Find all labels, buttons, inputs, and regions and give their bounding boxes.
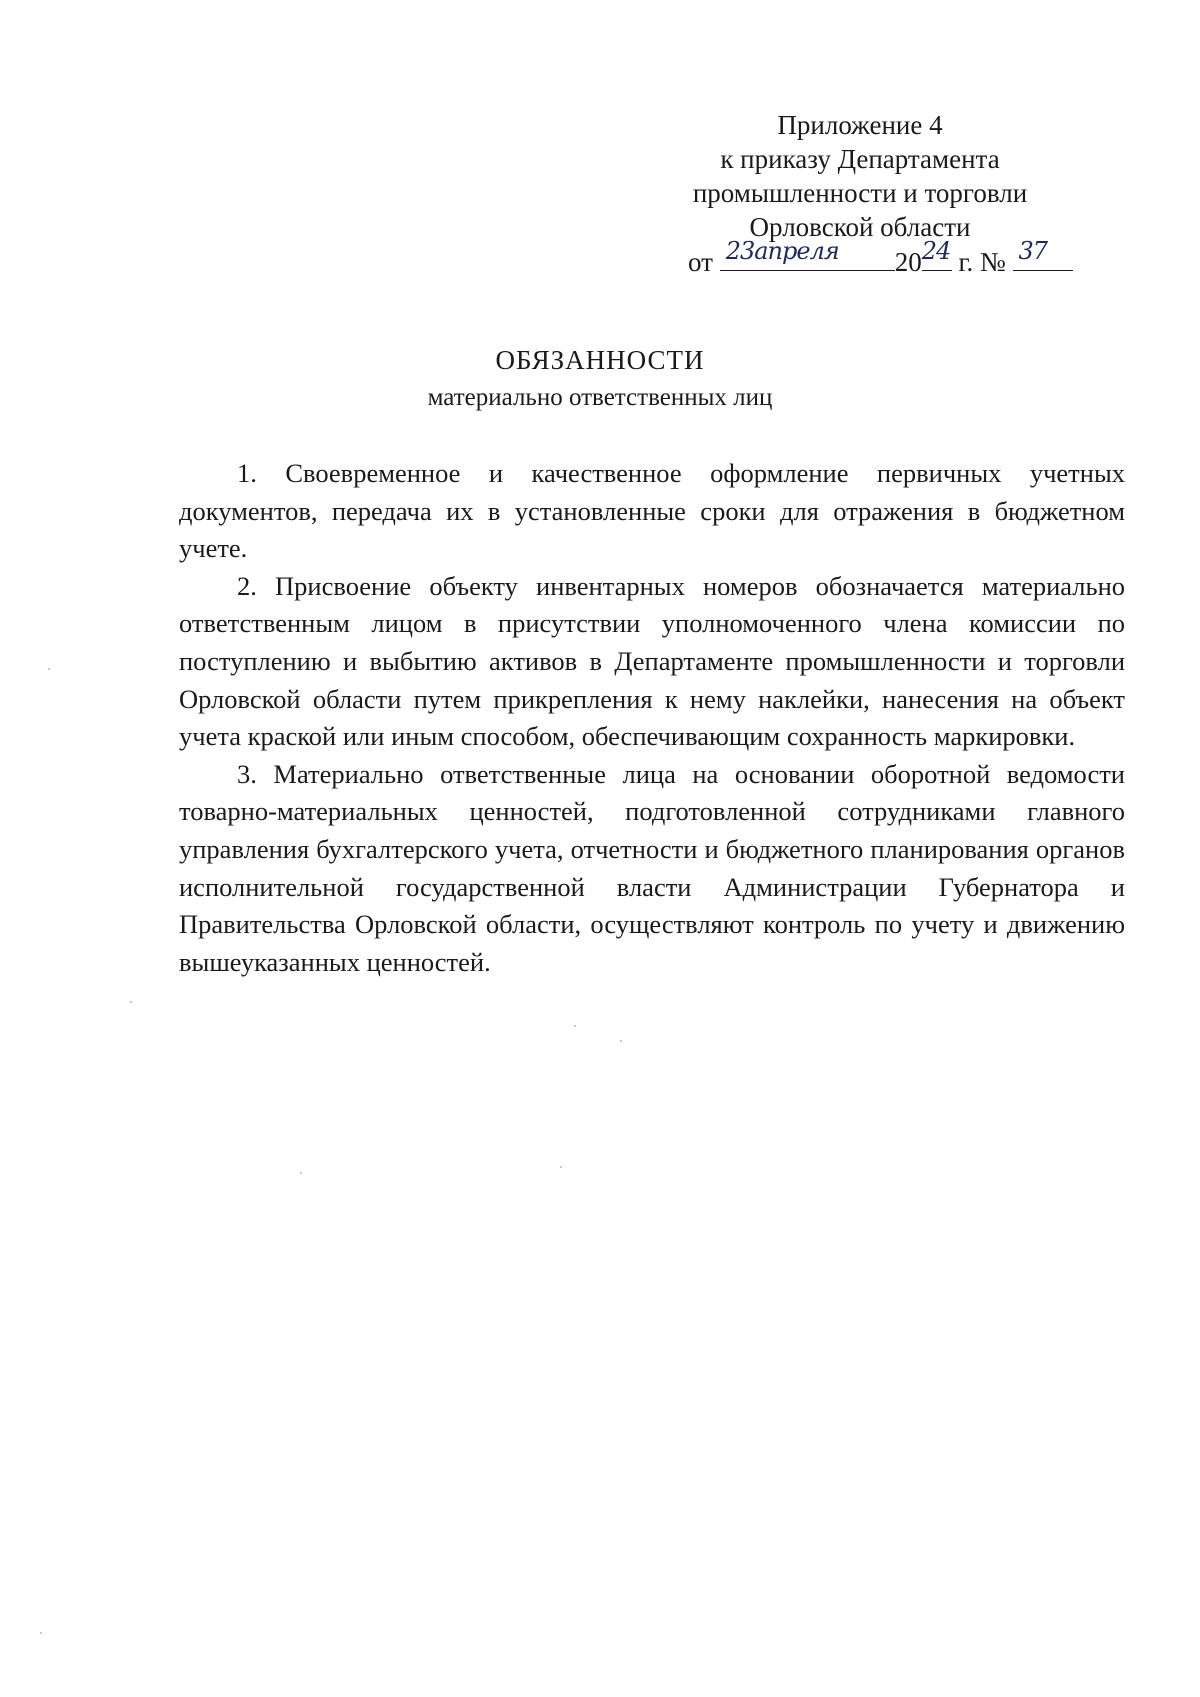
year-prefix: 20 <box>894 247 922 277</box>
number-label: г. № <box>958 247 1006 277</box>
appendix-department: промышленности и торговли <box>692 178 1028 208</box>
document-title: ОБЯЗАННОСТИ <box>495 345 705 375</box>
appendix-header <box>680 108 1040 244</box>
date-prefix: от <box>688 247 713 277</box>
paragraph-2: 2. Присвоение объекту инвентарных номеров обозначается материально ответственным лицом в присутствии уполномоченного члена комиссии по поступлению и выбытию активов в Департаменте промышленности и торговли Орловской области путем прикрепления к нему наклейки, нанесения на объект учета краской или иным способом, обеспечивающим сохранность маркировки. <box>179 570 1125 752</box>
year-field <box>921 237 952 271</box>
date-day-month-field <box>720 237 895 271</box>
appendix-title: Приложение 4 <box>777 110 943 140</box>
order-date-line <box>688 237 1073 279</box>
appendix-order-ref: к приказу Департамента <box>720 144 1000 174</box>
document-body <box>179 455 1125 981</box>
appendix-region: Орловской области <box>749 212 971 242</box>
document-subtitle: материально ответственных лиц <box>427 384 773 411</box>
handwritten-year: 24 <box>921 237 951 265</box>
handwritten-day-month: 23апреля <box>725 237 839 265</box>
paragraph-3: 3. Материально ответственные лица на основании оборотной ведомости товарно-материальных ценностей, подготовленной сотрудниками главного управления бухгалтерского учета, отчетности и бюджетного планирования органов исполнительной государственной власти Администрации Губернатора и Правительства Орловской области, осуществляют контроль по учету и движению вышеуказанных ценностей. <box>179 758 1125 977</box>
handwritten-order-number: 37 <box>1018 237 1048 265</box>
paragraph-1: 1. Своевременное и качественное оформление первичных учетных документов, передача их в установленные сроки для отражения в бюджетном учете. <box>179 458 1125 564</box>
order-number-field <box>1013 237 1073 271</box>
